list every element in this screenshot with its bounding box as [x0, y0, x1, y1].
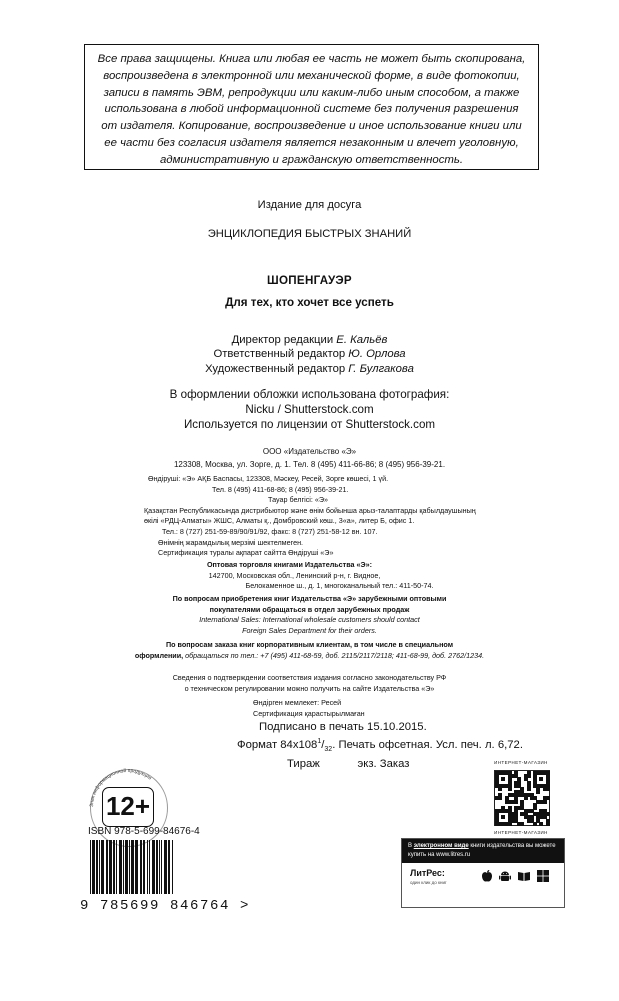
- qr-module: [546, 787, 550, 791]
- litres-banner[interactable]: [401, 838, 565, 908]
- wholesale-line: Белокаменное ш., д. 1, многоканальный тел.: 411-50-74.: [245, 581, 434, 591]
- barcode-bar: [149, 840, 150, 894]
- qr-module: [527, 787, 531, 791]
- format-num: 1: [317, 737, 322, 745]
- staff-role: Художественный редактор: [205, 362, 346, 375]
- rights-notice-box: [84, 44, 539, 170]
- qr-module: [498, 796, 502, 800]
- litres-logo: ЛитРес:: [410, 868, 445, 878]
- series-name: ЭНЦИКЛОПЕДИЯ БЫСТРЫХ ЗНАНИЙ: [207, 228, 412, 240]
- barcode-bar: [152, 840, 155, 894]
- barcode-bar: [156, 840, 158, 894]
- qr-module: [533, 822, 537, 826]
- qr-label-top: ИНТЕРНЕТ-МАГАЗИН: [494, 760, 548, 765]
- foreign-line: Foreign Sales Department for their orders.: [242, 625, 377, 635]
- barcode-bar: [123, 840, 124, 894]
- rights-line: Все права защищены. Книга или любая ее часть не может быть скопирована,: [97, 53, 526, 65]
- qr-module: [501, 815, 505, 819]
- isbn: ISBN 978-5-699-84676-4: [88, 826, 200, 837]
- barcode-bar: [99, 840, 100, 894]
- corporate-bold: оформлении,: [134, 650, 184, 660]
- edition-type: Издание для досуга: [257, 199, 362, 211]
- book-subtitle: Для тех, кто хочет все успеть: [225, 296, 394, 309]
- staff-name: Ю. Орлова: [348, 348, 406, 361]
- country-line: Сертификация қарастырылмаған: [253, 708, 365, 718]
- barcode-bar: [109, 840, 112, 894]
- barcode: [88, 840, 228, 896]
- barcode-bar: [125, 840, 128, 894]
- svg-text:Знак информационной продукции: Знак информационной продукции: [88, 767, 153, 808]
- book-title: ШОПЕНГАУЭР: [267, 274, 352, 287]
- cover-photo-credit: [0, 388, 619, 432]
- format-suffix: . Печать офсетная. Усл. печ. л. 6,72.: [332, 738, 523, 751]
- rights-line: административную и гражданскую ответственность.: [159, 153, 464, 166]
- staff-name: Г. Булгакова: [348, 362, 414, 375]
- litres-logo-sub: один клик до книг: [410, 880, 447, 885]
- staff-line: [0, 333, 619, 347]
- wholesale-line: 142700, Московская обл., Ленинский р-н, г. Видное,: [208, 570, 381, 580]
- barcode-bar: [101, 840, 104, 894]
- barcode-bar: [113, 840, 115, 894]
- qr-module: [539, 777, 543, 781]
- store-qr-block: [488, 760, 554, 846]
- barcode-bar: [161, 840, 162, 894]
- litres-header-line2: купить на www.litres.ru: [408, 852, 471, 858]
- corporate-orders-block: [0, 640, 619, 661]
- photo-line: В оформлении обложки использована фотография:: [169, 388, 450, 401]
- publisher-address: 123308, Москва, ул. Зорге, д. 1. Тел. 8 (495) 411-66-86; 8 (495) 956-39-21.: [173, 460, 446, 469]
- kz-line: Қазақстан Республикасында дистрибьютор және өнім бойынша арыз-талаптарды қабылдаушының: [144, 505, 476, 515]
- kz-line: Сертификация туралы ақпарат сайтта Өндіруші «Э»: [158, 548, 334, 558]
- staff-line: [0, 347, 619, 361]
- staff-role: Директор редакции: [231, 334, 334, 346]
- qr-module: [508, 822, 512, 826]
- kz-line: Өнімнің жарамдылық мерзімі шектелмеген.: [158, 537, 304, 547]
- rights-line: записи в память ЭВМ, репродукции или каким-либо иным способом, а также: [103, 86, 520, 99]
- foreign-line: International Sales: International wholesale customers should contact: [199, 615, 420, 625]
- barcode-bar: [131, 840, 134, 894]
- qr-module: [543, 800, 547, 804]
- kz-line: Тел. 8 (495) 411-68-86; 8 (495) 956-39-21.: [212, 484, 349, 494]
- barcode-digits: 9 785699 846764 >: [80, 898, 251, 914]
- barcode-bar: [129, 840, 130, 894]
- format-den: 32: [324, 745, 333, 753]
- qr-module: [539, 822, 543, 826]
- corporate-phones: обращаться по тел.: +7 (495) 411-68-59, доб. 2115/2117/2118; 411-68-99, доб. 2762/1234.: [183, 650, 485, 660]
- barcode-bar: [135, 840, 138, 894]
- staff-list: [0, 333, 619, 376]
- kz-line: Тел.: 8 (727) 251-59-89/90/91/92, факс: 8 (727) 251-58-12 вн. 107.: [162, 526, 378, 536]
- format-prefix: Формат 84х108: [237, 738, 318, 751]
- barcode-bar: [140, 840, 142, 894]
- qr-label-bottom: ИНТЕРНЕТ-МАГАЗИН: [494, 830, 548, 835]
- age-rating-value: 12+: [102, 787, 154, 827]
- qr-module: [501, 777, 505, 781]
- signed-date: Подписано в печать 15.10.2015.: [259, 721, 427, 733]
- conformity-line: о техническом регулировании можно получить на сайте Издательства «Э»: [184, 683, 435, 693]
- wholesale-block: [0, 560, 619, 592]
- kazakh-info-block: [144, 474, 548, 559]
- litres-header-prefix: В: [408, 843, 413, 849]
- barcode-bar: [159, 840, 160, 894]
- litres-header-bold: электронном виде: [413, 843, 469, 849]
- foreign-line: покупателями обращаться в отдел зарубежных продаж: [209, 604, 410, 614]
- ebook-icon[interactable]: [517, 869, 531, 883]
- barcode-bar: [143, 840, 145, 894]
- country-block: [253, 698, 365, 719]
- country-line: Өндірген мемлекет: Ресей: [253, 698, 342, 707]
- corporate-line: [0, 651, 619, 662]
- wholesale-heading: Оптовая торговля книгами Издательства «Э»:: [206, 560, 373, 569]
- format-line: Формат $84х108^1/_{32}$. Печать офсетная. Усл. печ. л. 6,72.: [237, 737, 523, 753]
- print-info: [237, 720, 523, 772]
- apple-icon[interactable]: [480, 869, 494, 883]
- android-icon[interactable]: [498, 869, 512, 883]
- conformity-line: Сведения о подтверждении соответствия издания согласно законодательству РФ: [172, 673, 447, 682]
- barcode-bar: [116, 840, 117, 894]
- qr-module: [514, 800, 518, 804]
- qr-module: [536, 790, 540, 794]
- rights-line: ее части без согласия издателя является незаконным и влечет уголовную,: [104, 136, 519, 149]
- rights-line: от издателя. Копирование, воспроизведение и иное использование книги или: [101, 120, 522, 133]
- rights-line: использована в любой информационной системе без получения разрешения: [104, 103, 519, 116]
- litres-header: [402, 839, 564, 863]
- foreign-line: По вопросам приобретения книг Издательства «Э» зарубежными оптовыми: [172, 594, 447, 603]
- rights-line: воспроизведена в электронной или механической форме, в виде фотокопии,: [103, 69, 520, 82]
- barcode-bar: [168, 840, 170, 894]
- barcode-bar: [119, 840, 122, 894]
- windows-icon[interactable]: [536, 869, 550, 883]
- photo-line: Используется по лицензии от Shutterstock.com: [183, 417, 436, 431]
- barcode-bar: [164, 840, 167, 894]
- qr-module: [508, 787, 512, 791]
- publisher-name: ООО «Издательство «Э»: [262, 447, 357, 456]
- barcode-bar: [90, 840, 91, 894]
- litres-header-rest: книги издательства вы можете: [470, 843, 556, 849]
- publisher-block: [0, 445, 619, 471]
- barcode-bar: [106, 840, 108, 894]
- kz-line: өкілі «РДЦ-Алматы» ЖШС, Алматы қ., Домбровский көш., 3«а», литер Б, офис 1.: [144, 516, 415, 526]
- staff-name: Е. Кальёв: [336, 334, 388, 346]
- corporate-line: По вопросам заказа книг корпоративным клиентам, в том числе в специальном: [165, 640, 454, 649]
- qr-module: [546, 822, 550, 826]
- barcode-bar: [92, 840, 95, 894]
- barcode-bar: [96, 840, 98, 894]
- barcode-bar: [147, 840, 148, 894]
- photo-line: Nicku / Shutterstock.com: [245, 402, 374, 416]
- qr-module: [498, 787, 502, 791]
- barcode-bar: [172, 840, 173, 894]
- kz-line: Тауар белгісі: «Э»: [268, 495, 329, 505]
- foreign-sales-block: [0, 594, 619, 636]
- qr-code[interactable]: [494, 770, 550, 826]
- qr-module: [520, 822, 524, 826]
- conformity-block: [0, 673, 619, 694]
- circulation: Тираж экз. Заказ: [287, 758, 410, 771]
- kz-line: Өндіруші: «Э» АҚБ Баспасы, 123308, Мәскеу, Ресей, Зорге көшесі, 1 үй.: [148, 474, 389, 483]
- staff-role: Ответственный редактор: [213, 348, 346, 361]
- staff-line: [0, 362, 619, 376]
